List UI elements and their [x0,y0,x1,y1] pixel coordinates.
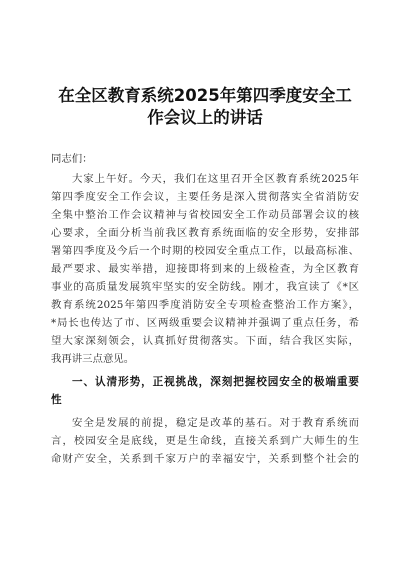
paragraph-1-line-2: 第四季度安全工作会议，主要任务是深入贯彻落实全省消防安 [51,191,359,203]
paragraph-1-line-8: 教育系统2025年第四季度消防安全专项检查整治工作方案》， [51,299,359,311]
paragraph-1-line-10: 望大家深刻领会，认真抓好贯彻落实。下面，结合我区实际， [51,335,359,347]
section-heading-1-line-2: 性 [51,394,62,406]
paragraph-2-line-2: 言，校园安全是底线，更是生命线，直接关系到广大师生的生 [51,435,359,447]
section-heading-1-line-1: 一、认清形势，正视挑战，深刻把握校园安全的极端重要 [72,376,359,388]
document-title-line-2: 作会议上的讲话 [147,108,263,127]
paragraph-1-line-3: 全集中整治工作会议精神与省校园安全工作动员部署会议的核 [51,209,359,221]
paragraph-1-line-6: 最严要求、最实举措，迎接即将到来的上级检查，为全区教育 [51,263,359,275]
salutation: 同志们： [51,153,93,165]
paragraph-1-line-9: *局长也传达了市、区两级重要会议精神并强调了重点任务，希 [51,317,359,329]
paragraph-1-line-7: 事业的高质量发展筑牢坚实的安全防线。刚才，我宣读了《*区 [51,281,359,293]
paragraph-2-line-3: 命财产安全，关系到千家万户的幸福安宁，关系到整个社会的 [51,453,359,465]
paragraph-1-line-11: 我再讲三点意见。 [51,353,135,365]
document-title-line-1: 在全区教育系统2025年第四季度安全工 [58,86,352,105]
paragraph-1-line-4: 心要求，全面分析当前我区教育系统面临的安全形势，安排部 [51,227,359,239]
paragraph-1-line-1: 大家上午好。今天，我们在这里召开全区教育系统2025年 [72,173,359,185]
paragraph-2-line-1: 安全是发展的前提，稳定是改革的基石。对于教育系统而 [72,417,359,429]
paragraph-1-line-5: 署第四季度及今后一个时期的校园安全重点工作，以最高标准、 [51,245,359,257]
